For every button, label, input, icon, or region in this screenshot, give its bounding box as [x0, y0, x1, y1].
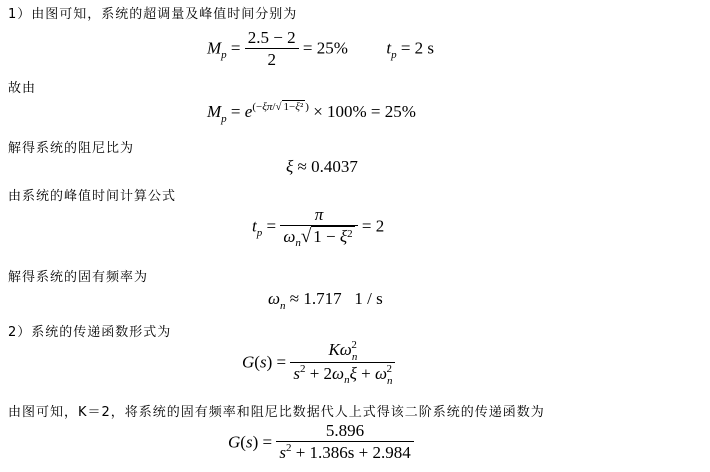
text-line-6: 2）系统的传递函数形式为	[8, 325, 172, 340]
overshoot-numerator: 2.5 − 2	[245, 28, 299, 49]
equation-transfer-function-result: G(s) = $\frac{5.896}{s^2 + 1.386s + 2.984}$	[228, 421, 414, 466]
text-line-4: 由系统的峰值时间计算公式	[8, 189, 177, 204]
text-line-1: 1）由图可知，系统的超调量及峰值时间分别为	[8, 7, 298, 22]
peak-time-value: = 2 s	[400, 38, 435, 58]
peak-time-fraction: $\frac{\pi}{\omega_n√ 1 - \xi^2}$	[280, 205, 357, 250]
damping-ratio-value: ≈ 0.4037	[297, 157, 358, 176]
overshoot-formula-result: × 100% = 25%	[313, 102, 416, 121]
transfer-result-denominator-rest: + 1.386s + 2.984	[295, 443, 411, 462]
text-line-7: 由图可知，K＝2，将系统的固有频率和阻尼比数据代人上式得该二阶系统的传递函数为	[8, 405, 545, 420]
equation-overshoot-formula: $M_p = e^{(-\xi\pi/√ 1-\xi^2 )} \times 100\% = 25\%$	[207, 101, 416, 125]
natural-frequency-unit: 1 / s	[354, 289, 383, 308]
transfer-form-fraction: $\frac{K\omega_n^2}{s^2 + 2\omega_n\xi + \omega_n^2}$	[290, 340, 395, 387]
equation-damping-ratio: ξ ≈ 0.4037	[286, 157, 358, 176]
overshoot-denominator: 2	[267, 50, 276, 69]
text-line-5: 解得系统的固有频率为	[8, 270, 149, 285]
peak-time-result: = 2	[361, 216, 385, 236]
peak-time-numerator: π	[280, 205, 357, 226]
natural-frequency-value: ≈ 1.717	[289, 289, 342, 308]
transfer-result-fraction: $\frac{5.896}{s^2 + 1.386s + 2.984}$	[276, 421, 413, 466]
overshoot-fraction	[245, 28, 299, 71]
text-line-2: 故由	[8, 81, 37, 96]
text-line-3: 解得系统的阻尼比为	[8, 141, 135, 156]
equation-overshoot-peaktime: $M_p$ = $\frac{2.5 - 2}{2}$ = 25% $t_p = 2$ s	[207, 28, 435, 69]
equation-peak-time-formula: $t_p$ = $\frac{\pi}{\omega_n√ 1 - \xi^2}$ = 2	[252, 205, 385, 249]
equation-transfer-function-form: G(s) = $\frac{K\omega_n^2}{s^2 + 2\omega_n\xi + \omega_n^2}$	[242, 340, 395, 387]
equation-natural-frequency: $\omega_n \approx 1.717$ 1 / s	[268, 289, 383, 312]
transfer-result-numerator: 5.896	[276, 421, 413, 442]
overshoot-result: = 25%	[302, 38, 348, 58]
